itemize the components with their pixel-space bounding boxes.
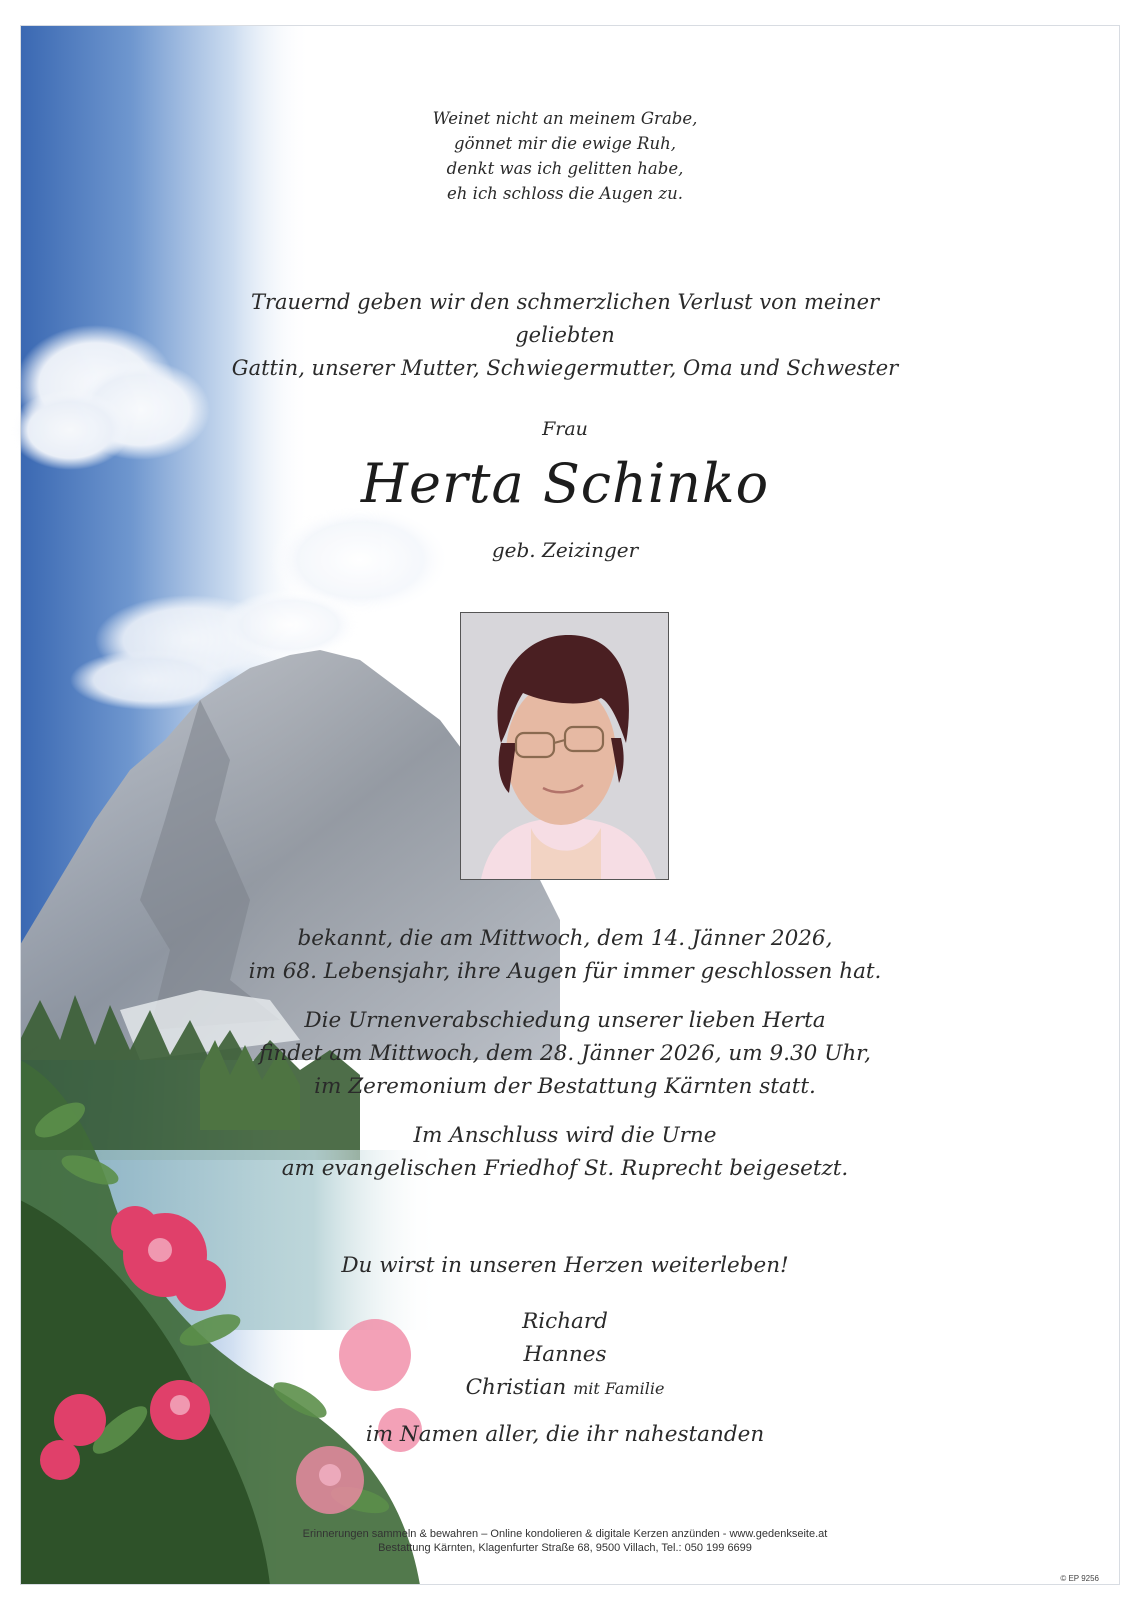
poem-line: eh ich schloss die Augen zu. <box>447 184 683 203</box>
poem <box>200 106 930 206</box>
announcement-line: im Zeremonium der Bestattung Kärnten statt. <box>314 1074 816 1099</box>
mourner-name-with-family <box>200 1371 930 1405</box>
poem-line: Weinet nicht an meinem Grabe, <box>432 109 698 128</box>
death-notice <box>200 922 930 988</box>
on-behalf-line: im Namen aller, die ihr nahestanden <box>365 1422 765 1447</box>
family-suffix: mit Familie <box>573 1379 665 1398</box>
mourner-name: Hannes <box>523 1342 607 1367</box>
deceased-name: Herta Schinko <box>360 452 770 515</box>
portrait-photo <box>460 612 669 880</box>
birth-name: geb. Zeizinger <box>491 538 639 562</box>
footer-info <box>250 1527 880 1555</box>
announcement-line: findet am Mittwoch, dem 28. Jänner 2026, um 9.30 Uhr, <box>259 1041 871 1066</box>
intro-text <box>200 286 930 385</box>
announcement-line: Die Urnenverabschiedung unserer lieben Herta <box>304 1008 826 1033</box>
announcement-line: im 68. Lebensjahr, ihre Augen für immer geschlossen hat. <box>248 959 882 984</box>
burial-notice <box>200 1119 930 1185</box>
announcement-line: am evangelischen Friedhof St. Ruprecht beigesetzt. <box>281 1156 849 1181</box>
poem-line: gönnet mir die ewige Ruh, <box>454 134 676 153</box>
title-frau: Frau <box>542 418 588 440</box>
mourner-name: Richard <box>522 1309 608 1334</box>
farewell-line: Du wirst in unseren Herzen weiterleben! <box>341 1253 789 1278</box>
portrait-image <box>461 613 668 879</box>
announcement-line: bekannt, die am Mittwoch, dem 14. Jänner 2026, <box>297 926 833 951</box>
announcement-line: Im Anschluss wird die Urne <box>413 1123 717 1148</box>
footer-line: Bestattung Kärnten, Klagenfurter Straße 68, 9500 Villach, Tel.: 050 199 6699 <box>378 1542 752 1554</box>
intro-line: Gattin, unserer Mutter, Schwiegermutter, Oma und Schwester <box>231 356 899 380</box>
mourners-list <box>200 1305 930 1405</box>
intro-line: Trauernd geben wir den schmerzlichen Verlust von meiner geliebten <box>250 290 880 347</box>
announcement <box>200 922 930 1201</box>
mourner-name: Christian <box>465 1375 567 1400</box>
footer-line: Erinnerungen sammeln & bewahren – Online kondolieren & digitale Kerzen anzünden - www.gedenkseite.at <box>302 1528 828 1540</box>
ceremony-notice <box>200 1004 930 1103</box>
poem-line: denkt was ich gelitten habe, <box>446 159 684 178</box>
print-code: © EP 9256 <box>1060 1574 1099 1583</box>
